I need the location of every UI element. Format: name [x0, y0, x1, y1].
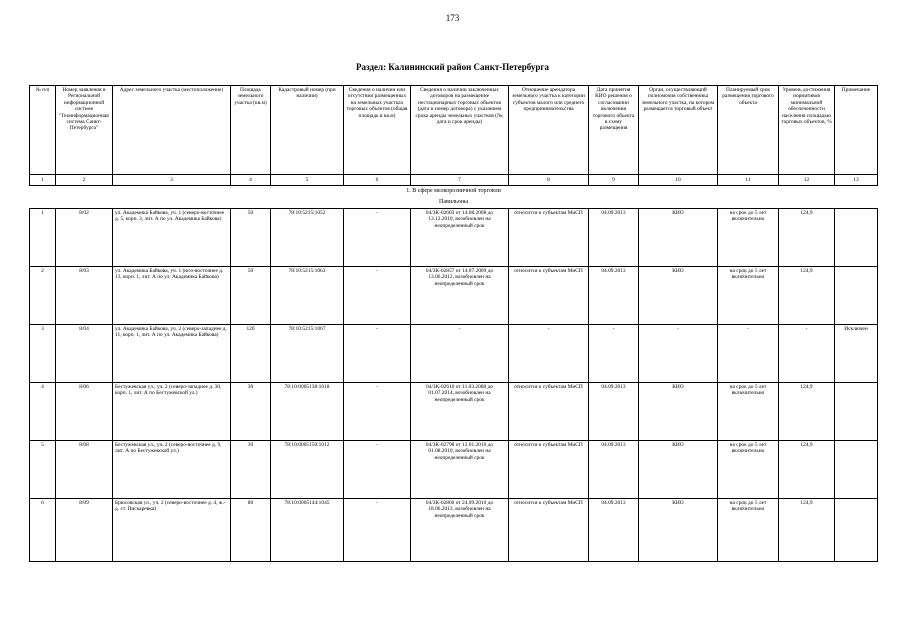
header-cell: Сведения о наличии заключенных договоров на размещение нестационарных торговых объектов (дата и номер договора) с указанием срока аренды земельных участков (№, дата и срок аренды) [411, 86, 509, 175]
smb-category-cell: относится к субъектам МиСП [509, 209, 589, 267]
decision-date-cell: 04.09.2013 [589, 499, 639, 562]
header-cell: Примечание [835, 86, 878, 175]
row-number-cell: 5 [30, 441, 56, 499]
row-number-cell: 1 [30, 209, 56, 267]
term-cell: на срок до 5 лет включительно [718, 267, 779, 325]
smb-category-cell: - [509, 325, 589, 383]
table-row [30, 267, 878, 325]
contract-cell: 04/ЗК-02857 от 14.07.2009 до 13.06.2012, возобновлен на неопределенный срок [411, 267, 509, 325]
decision-date-cell: - [589, 325, 639, 383]
contract-cell: 04/ЗК-02860 от 24.09.2010 до 18.06.2013, возобновлен на неопределенный срок [411, 499, 509, 562]
column-number: 10 [639, 175, 718, 186]
smb-category-cell: относится к субъектам МиСП [509, 499, 589, 562]
address-cell: Бестужевская ул., уч. 2 (северо-восточнее д. 9, лит. А по Бестужевской ул.) [113, 441, 231, 499]
application-number-cell: 8/09 [56, 499, 113, 562]
note-cell [835, 499, 878, 562]
header-cell: № п/п [30, 86, 56, 175]
row-number-cell: 6 [30, 499, 56, 562]
column-number: 1 [30, 175, 56, 186]
column-number: 11 [718, 175, 779, 186]
table-row [30, 499, 878, 562]
organ-cell: - [639, 325, 718, 383]
decision-date-cell: 04.09.2013 [589, 383, 639, 441]
header-cell: Отношение арендатора земельного участка к категории субъектов малого или среднего предпринимательства [509, 86, 589, 175]
organ-cell: КИО [639, 209, 718, 267]
area-cell: 30 [231, 383, 271, 441]
application-number-cell: 8/06 [56, 383, 113, 441]
smb-category-cell: относится к субъектам МиСП [509, 441, 589, 499]
trade-sphere-heading: 1. В сфере мелкорозничной торговли [406, 188, 501, 195]
header-cell: Кадастровый номер (при наличии) [271, 86, 344, 175]
note-cell [835, 441, 878, 499]
schema-table [29, 85, 878, 562]
address-cell: ул. Академика Байкова, уч. 1 (северо-восточнее д. 5, корп. 3, лит. А по ул. Академика Байкова) [113, 209, 231, 267]
application-number-cell: 8/03 [56, 267, 113, 325]
cadastral-number-cell: 78:10:0005144:1045 [271, 499, 344, 562]
column-number: 9 [589, 175, 639, 186]
pavilions-heading: Павильоны [438, 199, 468, 206]
note-cell: Исключен [835, 325, 878, 383]
organ-cell: КИО [639, 267, 718, 325]
contract-cell: 04/ЗК-02610 от 11.03.2008 до 01.07.2014, возобновлен на неопределенный срок [411, 383, 509, 441]
smb-category-cell: относится к субъектам МиСП [509, 383, 589, 441]
note-cell [835, 267, 878, 325]
contract-cell: - [411, 325, 509, 383]
column-number: 3 [113, 175, 231, 186]
table-row [30, 441, 878, 499]
area-cell: 50 [231, 267, 271, 325]
row-number-cell: 2 [30, 267, 56, 325]
smb-category-cell: относится к субъектам МиСП [509, 267, 589, 325]
header-cell: Уровень достижения нормативов минимальной обеспеченности населения площадью торговых объектов, % [779, 86, 835, 175]
decision-date-cell: 04.09.2013 [589, 267, 639, 325]
note-cell [835, 209, 878, 267]
column-number: 7 [411, 175, 509, 186]
note-cell [835, 383, 878, 441]
column-number: 5 [271, 175, 344, 186]
column-number-row [30, 175, 878, 186]
term-cell: на срок до 5 лет включительно [718, 499, 779, 562]
address-cell: ул. Академика Байкова, уч. 1 (юго-восточнее д. 13, корп. 1, лит. А по ул. Академика Байкова) [113, 267, 231, 325]
column-number: 8 [509, 175, 589, 186]
organ-cell: КИО [639, 499, 718, 562]
provision-level-cell: 124,9 [779, 209, 835, 267]
application-number-cell: 8/04 [56, 325, 113, 383]
column-number: 4 [231, 175, 271, 186]
provision-level-cell: 124,9 [779, 383, 835, 441]
header-cell: Планируемый срок размещения торгового объекта [718, 86, 779, 175]
header-cell: Номер заявления в Региональной информационной системе "Геоинформационная система Санкт-Петербурга" [56, 86, 113, 175]
column-number: 2 [56, 175, 113, 186]
area-cell: 80 [231, 499, 271, 562]
header-cell: Дата принятия КИО решения о согласовании включения торгового объекта в схему размещения [589, 86, 639, 175]
cadastral-number-cell: 78:10:5215:1052 [271, 209, 344, 267]
subheading-row [30, 197, 878, 209]
provision-level-cell: 124,9 [779, 441, 835, 499]
presence-cell: - [344, 499, 411, 562]
cadastral-number-cell: 78:10:0005138:1018 [271, 383, 344, 441]
row-number-cell: 3 [30, 325, 56, 383]
decision-date-cell: 04.09.2013 [589, 209, 639, 267]
term-cell: на срок до 5 лет включительно [718, 441, 779, 499]
organ-cell: КИО [639, 383, 718, 441]
header-cell: Адрес земельного участка (местоположение) [113, 86, 231, 175]
area-cell: 50 [231, 209, 271, 267]
subheading-row [30, 186, 878, 198]
header-cell: Сведения о наличии или отсутствии размещенных на земельных участках торговых объектов (общая площадь в кв.м) [344, 86, 411, 175]
contract-cell: 04/ЗК-02798 от 12.01.2010 до 01.08.2010, возобновлен на неопределенный срок [411, 441, 509, 499]
column-number: 13 [835, 175, 878, 186]
presence-cell: - [344, 441, 411, 499]
cadastral-number-cell: 78:10:5215:1063 [271, 267, 344, 325]
address-cell: Брюсовская ул., уч. 2 (северо-восточнее д. 4, ж.-д. ст. Пискаревка) [113, 499, 231, 562]
presence-cell: - [344, 209, 411, 267]
presence-cell: - [344, 325, 411, 383]
table-row [30, 325, 878, 383]
page-number: 173 [445, 13, 460, 23]
row-number-cell: 4 [30, 383, 56, 441]
provision-level-cell: 124,9 [779, 267, 835, 325]
organ-cell: КИО [639, 441, 718, 499]
cadastral-number-cell: 78:10:5215:1067 [271, 325, 344, 383]
table-row [30, 383, 878, 441]
address-cell: ул. Академика Байкова, уч. 2 (северо-западнее д. 11, корп. 1, лит. А по ул. Академика Байкова) [113, 325, 231, 383]
address-cell: Бестужевская ул., уч. 2 (северо-западнее д. 30, корп. 1, лит. А по Бестужевской ул.) [113, 383, 231, 441]
header-cell: Площадь земельного участка (кв.м) [231, 86, 271, 175]
section-title: Раздел: Калининский район Санкт-Петербурга [356, 62, 549, 72]
term-cell: на срок до 5 лет включительно [718, 209, 779, 267]
header-row [30, 86, 878, 175]
application-number-cell: 8/08 [56, 441, 113, 499]
term-cell: - [718, 325, 779, 383]
area-cell: 120 [231, 325, 271, 383]
term-cell: на срок до 5 лет включительно [718, 383, 779, 441]
application-number-cell: 8/02 [56, 209, 113, 267]
column-number: 12 [779, 175, 835, 186]
contract-cell: 04/ЗК-02603 от 14.08.2008 до 13.12.2010, возобновлен на неопределенный срок [411, 209, 509, 267]
cadastral-number-cell: 78:10:0005150:1012 [271, 441, 344, 499]
area-cell: 30 [231, 441, 271, 499]
header-cell: Орган, осуществляющий полномочия собственника земельного участка, на котором размещается торговый объект [639, 86, 718, 175]
presence-cell: - [344, 267, 411, 325]
provision-level-cell: - [779, 325, 835, 383]
table-row [30, 209, 878, 267]
column-number: 6 [344, 175, 411, 186]
presence-cell: - [344, 383, 411, 441]
provision-level-cell: 124,9 [779, 499, 835, 562]
decision-date-cell: 04.09.2013 [589, 441, 639, 499]
